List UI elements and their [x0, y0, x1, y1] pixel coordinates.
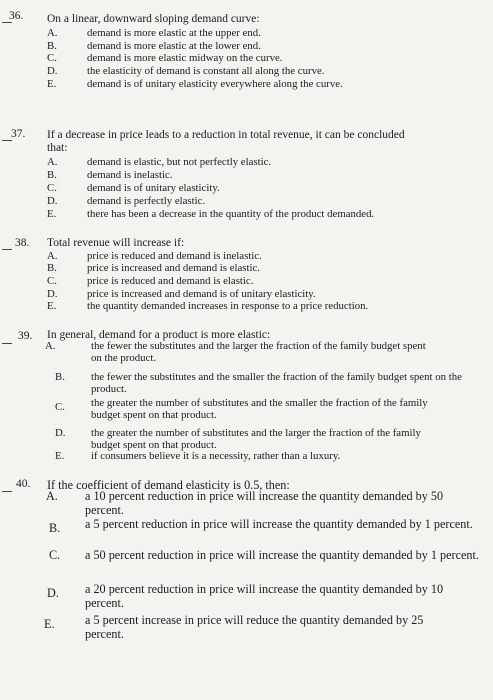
- option-letter: E.: [47, 208, 57, 220]
- option-letter: E.: [47, 300, 57, 312]
- option-text: demand is perfectly elastic.: [87, 195, 206, 207]
- option-text: a 50 percent reduction in price will increase the quantity demanded by 1 percent.: [85, 548, 479, 562]
- answer-blank[interactable]: [2, 249, 12, 250]
- option-text: the fewer the substitutes and the smaller the fraction of the family budget spent on the product.: [91, 371, 462, 395]
- answer-blank[interactable]: [2, 343, 12, 344]
- question-number: 37.: [11, 128, 26, 140]
- option-letter: B.: [47, 169, 57, 181]
- option-letter: D.: [47, 586, 59, 600]
- option-text: price is reduced and demand is elastic.: [87, 275, 254, 287]
- question-number: 39.: [18, 330, 33, 342]
- option-letter: C.: [47, 182, 57, 194]
- answer-blank[interactable]: [2, 491, 12, 492]
- option-text: price is reduced and demand is inelastic.: [87, 250, 262, 262]
- option-letter: D.: [47, 288, 58, 300]
- question-stem: Total revenue will increase if:: [47, 237, 185, 249]
- option-letter: D.: [47, 195, 58, 207]
- question-stem: If the coefficient of demand elasticity is 0.5, then:: [47, 478, 290, 492]
- question-stem: On a linear, downward sloping demand curve:: [47, 13, 260, 25]
- option-text: the greater the number of substitutes and the smaller the fraction of the family budget spent on that product.: [91, 397, 428, 421]
- answer-blank[interactable]: [2, 140, 12, 141]
- option-letter: C.: [49, 548, 61, 562]
- option-letter: E.: [55, 450, 65, 462]
- option-text: demand is more elastic midway on the curve.: [87, 52, 283, 64]
- question-stem: In general, demand for a product is more elastic:: [47, 329, 271, 341]
- option-letter: B.: [47, 262, 57, 274]
- option-letter: B.: [47, 40, 57, 52]
- option-text: demand is more elastic at the upper end.: [87, 27, 261, 39]
- option-letter: E.: [44, 617, 55, 631]
- option-text: price is increased and demand is of unitary elasticity.: [87, 288, 316, 300]
- option-letter: A.: [45, 340, 56, 352]
- option-letter: C.: [47, 52, 57, 64]
- option-letter: C.: [55, 401, 65, 413]
- option-text: demand is elastic, but not perfectly elastic.: [87, 156, 272, 168]
- option-text: a 10 percent reduction in price will increase the quantity demanded by 50 percent.: [85, 489, 444, 517]
- option-text: demand is of unitary elasticity.: [87, 182, 220, 194]
- option-text: demand is more elastic at the lower end.: [87, 40, 261, 52]
- option-text: the fewer the substitutes and the larger the fraction of the family budget spent on the product.: [91, 340, 426, 364]
- option-letter: D.: [55, 427, 66, 439]
- option-text: the elasticity of demand is constant all along the curve.: [87, 65, 325, 77]
- option-letter: A.: [47, 156, 58, 168]
- option-text: there has been a decrease in the quantity of the product demanded.: [87, 208, 375, 220]
- option-letter: B.: [55, 371, 65, 383]
- option-letter: A.: [47, 27, 58, 39]
- option-text: demand is of unitary elasticity everywhere along the curve.: [87, 78, 343, 90]
- option-letter: B.: [49, 521, 61, 535]
- option-text: a 20 percent reduction in price will increase the quantity demanded by 10 percent.: [85, 582, 444, 610]
- option-letter: C.: [47, 275, 57, 287]
- option-text: the greater the number of substitutes and the larger the fraction of the family budget spent on that product.: [91, 427, 421, 451]
- option-text: demand is inelastic.: [87, 169, 173, 181]
- question-number: 40.: [16, 478, 31, 490]
- option-text: a 5 percent reduction in price will increase the quantity demanded by 1 percent.: [85, 517, 473, 531]
- question-number: 38.: [15, 237, 30, 249]
- option-text: if consumers believe it is a necessity, rather than a luxury.: [91, 450, 341, 462]
- option-letter: E.: [47, 78, 57, 90]
- option-letter: A.: [46, 489, 58, 503]
- question-number: 36.: [9, 10, 24, 22]
- question-stem: If a decrease in price leads to a reduction in total revenue, it can be concluded that:: [47, 129, 405, 154]
- option-text: a 5 percent increase in price will reduce the quantity demanded by 25 percent.: [85, 613, 424, 641]
- option-text: the quantity demanded increases in response to a price reduction.: [87, 300, 369, 312]
- option-letter: D.: [47, 65, 58, 77]
- option-text: price is increased and demand is elastic.: [87, 262, 260, 274]
- answer-blank[interactable]: [2, 22, 12, 23]
- option-letter: A.: [47, 250, 58, 262]
